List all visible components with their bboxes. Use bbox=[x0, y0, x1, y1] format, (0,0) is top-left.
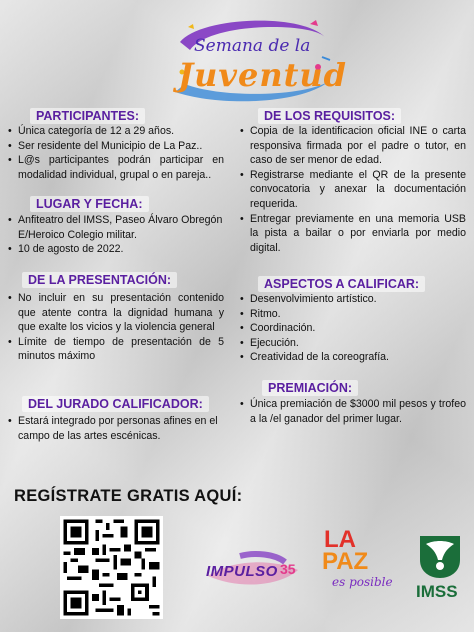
section-title-award: PREMIACIÓN: bbox=[262, 380, 358, 396]
list-item: • 10 de agosto de 2022. bbox=[8, 242, 228, 257]
list-item: • Estará integrado por personas afines en el campo de las artes escénicas. bbox=[8, 414, 228, 443]
list-item: • Ser residente del Municipio de La Paz.. bbox=[8, 139, 224, 154]
requirements-list bbox=[240, 124, 466, 255]
section-title-requirements: DE LOS REQUISITOS: bbox=[258, 108, 401, 124]
section-title-place: LUGAR Y FECHA: bbox=[30, 196, 149, 212]
imss-text: IMSS bbox=[416, 582, 458, 601]
list-item: • No incluir en su presentación contenido que atente contra la dignidad humana y que exalte los vicios y la violencia general bbox=[8, 291, 224, 335]
list-item: • Entregar previamente en una memoria USB la pista a bailar o por enviarla por medio digital. bbox=[240, 212, 466, 256]
section-title-jury: DEL JURADO CALIFICADOR: bbox=[22, 396, 209, 412]
participants-list bbox=[8, 124, 224, 182]
list-item: • Límite de tiempo de presentación de 5 minutos máximo bbox=[8, 335, 224, 364]
registration-qr-code[interactable] bbox=[60, 516, 163, 619]
lapaz-logo bbox=[318, 528, 398, 598]
header-logo bbox=[160, 12, 348, 107]
register-heading: REGÍSTRATE GRATIS AQUÍ: bbox=[14, 487, 243, 505]
section-title-participants: PARTICIPANTES: bbox=[30, 108, 145, 124]
list-item: • Registrarse mediante el QR de la presente convocatoria y anexar la documentación requerida. bbox=[240, 168, 466, 212]
list-item: • Creatividad de la coreografía. bbox=[240, 350, 466, 365]
list-item: • Anfiteatro del IMSS, Paseo Álvaro Obregón E/Heroico Colegio militar. bbox=[8, 213, 228, 242]
list-item: • Desenvolvimiento artístico. bbox=[240, 292, 466, 307]
list-item: • Única premiación de $3000 mil pesos y trofeo a la /el ganador del primer lugar. bbox=[240, 397, 466, 426]
presentation-list bbox=[8, 291, 224, 364]
header-title-line2: Juventud bbox=[178, 56, 348, 94]
header-title-line1: Semana de la bbox=[194, 36, 311, 56]
imss-emblem-icon bbox=[414, 530, 466, 580]
imss-logo bbox=[414, 530, 466, 606]
aspects-list bbox=[240, 292, 466, 365]
list-item: • Ejecución. bbox=[240, 336, 466, 351]
section-title-presentation: DE LA PRESENTACIÓN: bbox=[22, 272, 177, 288]
lapaz-text-la: LA bbox=[324, 526, 356, 553]
list-item: • L@s participantes podrán participar en modalidad individual, grupal o en pareja.. bbox=[8, 153, 224, 182]
impulso-text: IMPULSO bbox=[206, 563, 278, 580]
list-item: • Coordinación. bbox=[240, 321, 466, 336]
list-item: • Única categoría de 12 a 29 años. bbox=[8, 124, 224, 139]
list-item: • Copia de la identificacion oficial INE o carta responsiva firmada por el padre o tutor, en caso de ser menor de edad. bbox=[240, 124, 466, 168]
impulso-number: 35 bbox=[280, 561, 296, 577]
lapaz-text-paz: PAZ bbox=[322, 548, 369, 575]
lapaz-text-posible: es posible bbox=[332, 575, 393, 589]
jury-list bbox=[8, 414, 228, 443]
impulso-logo bbox=[200, 548, 305, 598]
list-item: • Ritmo. bbox=[240, 307, 466, 322]
place-list bbox=[8, 213, 228, 257]
award-list bbox=[240, 397, 466, 426]
section-title-aspects: ASPECTOS A CALIFICAR: bbox=[258, 276, 425, 292]
qr-icon bbox=[60, 516, 163, 619]
